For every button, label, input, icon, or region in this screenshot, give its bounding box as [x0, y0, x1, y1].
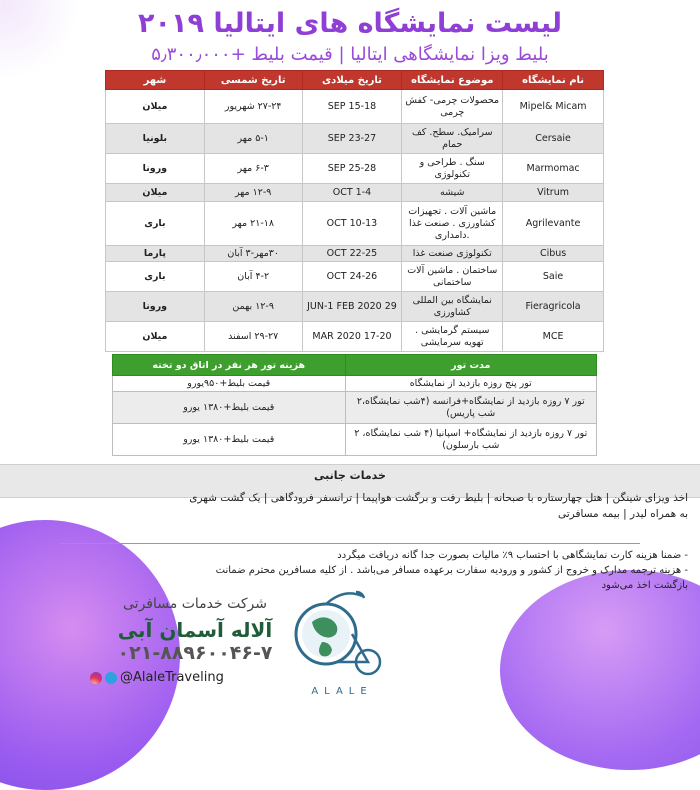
cell-gregorian: 17-20 MAR 2020	[302, 322, 402, 352]
page-title: لیست نمایشگاه های ایتالیا ۲۰۱۹	[138, 8, 562, 39]
table-row	[106, 246, 604, 262]
decor-blob-right	[500, 570, 700, 770]
cell-name: Cibus	[503, 246, 604, 262]
note-line: - هزینه ترجمه مدارک و خروج از کشور و ورودیه سفارت برعهده مسافر می‌باشد . از کلیه مسافرین محترم ضمانت	[215, 565, 688, 576]
cell-shamsi: ۲۱-۱۸ مهر	[204, 202, 302, 246]
cell-name: Marmomac	[503, 154, 604, 184]
cell-name: Fieragricola	[503, 292, 604, 322]
brand-name: آلاله آسمان آبی	[117, 618, 273, 642]
col-header-name: نام نمایشگاه	[503, 71, 604, 90]
cell-city: میلان	[106, 322, 205, 352]
cell-topic: محصولات چرمی- کفش چرمی	[402, 90, 503, 124]
cell-gregorian: 24-26 OCT	[302, 262, 402, 292]
divider	[60, 543, 640, 544]
services-line: اخذ ویزای شینگن | هتل چهارستاره با صبحانه | بلیط رفت و برگشت هواپیما | ترانسفر فرودگاهی | یک گشت شهری	[189, 492, 688, 504]
col-header-shamsi: تاریخ شمسی	[204, 71, 302, 90]
col-header-price: هزینه تور هر نفر در اتاق دو تخته	[113, 355, 346, 376]
table-row	[106, 90, 604, 124]
cell-city: باری	[106, 202, 205, 246]
cell-topic: ماشین آلات . تجهیزات کشاورزی . صنعت غذا .دامداری	[402, 202, 503, 246]
cell-shamsi: ۱۲-۹ مهر	[204, 184, 302, 202]
cell-city: ورونا	[106, 292, 205, 322]
cell-city: ورونا	[106, 154, 205, 184]
cell-shamsi: ۶-۳ مهر	[204, 154, 302, 184]
cell-name: Saie	[503, 262, 604, 292]
cell-city: بلونیا	[106, 124, 205, 154]
cell-duration: تور پنج روزه بازدید از نمایشگاه	[345, 376, 596, 392]
cell-gregorian: 22-25 OCT	[302, 246, 402, 262]
col-header-topic: موضوع نمایشگاه	[402, 71, 503, 90]
cell-shamsi: ۴-۲ آبان	[204, 262, 302, 292]
cell-gregorian: 15-18 SEP	[302, 90, 402, 124]
cell-gregorian: 29 JUN-1 FEB 2020	[302, 292, 402, 322]
logo-wordmark: ALALE	[311, 686, 373, 697]
cell-topic: نمایشگاه بین المللی کشاورزی	[402, 292, 503, 322]
cell-name: Mipel& Micam	[503, 90, 604, 124]
globe-bicycle-logo-icon	[282, 576, 402, 694]
cell-gregorian: 10-13 OCT	[302, 202, 402, 246]
cell-city: باری	[106, 262, 205, 292]
col-header-gregorian: تاریخ میلادی	[302, 71, 402, 90]
cell-topic: سیستم گرمایشی . تهویه سرمایشی	[402, 322, 503, 352]
cell-shamsi: ۲۷-۲۴ شهریور	[204, 90, 302, 124]
services-line: به همراه لیدر | بیمه مسافرتی	[557, 508, 688, 520]
cell-shamsi: ۵-۱ مهر	[204, 124, 302, 154]
tours-header-row	[113, 355, 597, 376]
cell-price: قیمت بلیط+۱۳۸۰ یورو	[113, 424, 346, 456]
table-row	[106, 262, 604, 292]
table-row	[106, 322, 604, 352]
cell-city: میلان	[106, 184, 205, 202]
cell-shamsi: ۲۹-۲۷ اسفند	[204, 322, 302, 352]
page-subtitle: بلیط ویزا نمایشگاهی ایتالیا | قیمت بلیط +۵٫۳۰۰٫۰۰۰	[151, 44, 549, 65]
cell-topic: شیشه	[402, 184, 503, 202]
telegram-icon[interactable]	[105, 672, 117, 684]
cell-topic: ساختمان . ماشین آلات ساختمانی	[402, 262, 503, 292]
col-header-city: شهر	[106, 71, 205, 90]
cell-gregorian: 1-4 OCT	[302, 184, 402, 202]
cell-gregorian: 23-27 SEP	[302, 124, 402, 154]
table-row	[106, 292, 604, 322]
cell-topic: سرامیک. سطح. کف حمام	[402, 124, 503, 154]
cell-name: Vitrum	[503, 184, 604, 202]
cell-duration: تور ۷ روزه بازدید از نمایشگاه+ اسپانیا (۴ شب نمایشگاه، ۲ شب بارسلون)	[345, 424, 596, 456]
table-row	[106, 184, 604, 202]
table-row	[113, 392, 597, 424]
cell-topic: سنگ . طراحی و تکنولوژی	[402, 154, 503, 184]
services-title: خدمات جانبی	[314, 469, 386, 482]
col-header-duration: مدت تور	[345, 355, 596, 376]
cell-shamsi: ۱۲-۹ بهمن	[204, 292, 302, 322]
exhibitions-header-row	[106, 71, 604, 90]
phone-number[interactable]: ۰۲۱-۸۸۹۶۰۰۴۶-۷	[117, 642, 273, 664]
cell-city: پارما	[106, 246, 205, 262]
company-label: شرکت خدمات مسافرتی	[123, 596, 267, 612]
cell-city: میلان	[106, 90, 205, 124]
social-handle[interactable]	[90, 670, 310, 685]
instagram-icon[interactable]	[90, 672, 102, 684]
note-line: - ضمنا هزینه کارت نمایشگاهی با احتساب ۹٪ مالیات بصورت جدا گانه دریافت میگردد	[337, 550, 688, 561]
table-row	[106, 202, 604, 246]
exhibitions-table	[105, 70, 604, 352]
cell-shamsi: ۳۰مهر-۳ آبان	[204, 246, 302, 262]
cell-name: Agrilevante	[503, 202, 604, 246]
social-handle-text: @AlaleTraveling	[120, 670, 224, 685]
cell-gregorian: 25-28 SEP	[302, 154, 402, 184]
cell-name: MCE	[503, 322, 604, 352]
tours-table	[112, 354, 597, 456]
table-row	[106, 154, 604, 184]
table-row	[113, 424, 597, 456]
table-row	[106, 124, 604, 154]
cell-topic: تکنولوژی صنعت غذا	[402, 246, 503, 262]
cell-name: Cersaie	[503, 124, 604, 154]
cell-duration: تور ۷ روزه بازدید از نمایشگاه+فرانسه (۴شب نمایشگاه،۲ شب پاریس)	[345, 392, 596, 424]
table-row	[113, 376, 597, 392]
cell-price: قیمت بلیط+۹۵۰یورو	[113, 376, 346, 392]
services-text	[12, 490, 688, 522]
note-line: بازگشت اخذ می‌شود	[601, 580, 688, 591]
cell-price: قیمت بلیط+۱۳۸۰ یورو	[113, 392, 346, 424]
